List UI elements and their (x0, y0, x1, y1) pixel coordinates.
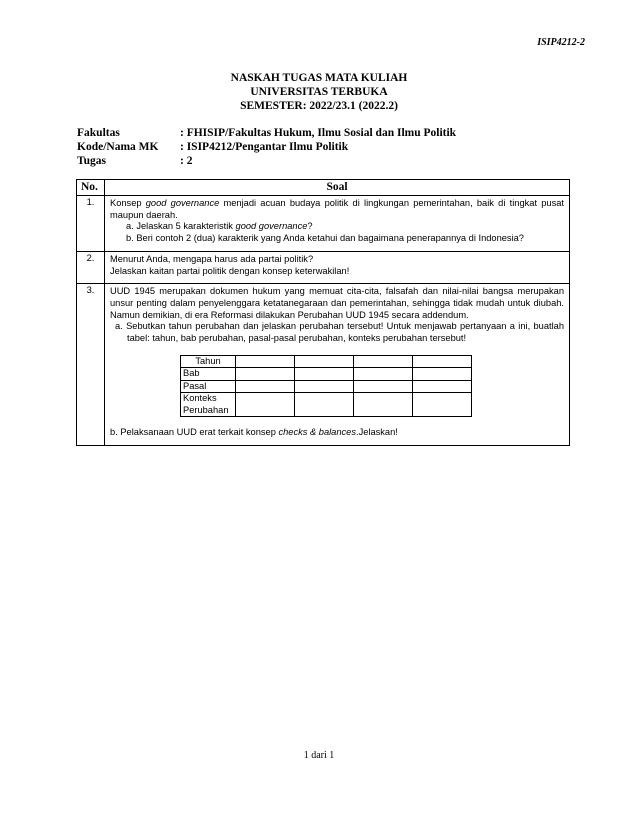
template-cell (413, 380, 472, 393)
question-row-3 (77, 284, 570, 446)
meta-key: Fakultas (77, 127, 120, 139)
column-header-no: No. (77, 180, 105, 196)
template-cell (236, 355, 295, 368)
table-header-row (77, 180, 570, 196)
question-text (105, 284, 570, 446)
question-number: 2. (77, 251, 105, 283)
question-3-intro: UUD 1945 merupakan dokumen hukum yang memuat cita-cita, falsafah dan nilai-nilai bangsa merupakan unsur penting dalam penyelenggara ketatanegaraan dan pemerintahan, sehingga tidak mudah untuk diubah. Namun demikian, di era Reformasi dilakukan Perubahan UUD 1945 secara addendum. (110, 286, 564, 320)
text-run: ? (307, 221, 313, 232)
questions-table (76, 179, 570, 446)
template-cell (354, 368, 413, 381)
question-text (105, 251, 570, 283)
question-row-1 (77, 196, 570, 252)
question-3-part-b (110, 427, 564, 439)
template-cell (295, 380, 354, 393)
text-run: .Jelaskan! (356, 427, 398, 438)
meta-value: : FHISIP/Fakultas Hukum, Ilmu Sosial dan Ilmu Politik (180, 127, 457, 139)
text-run: menjadi acuan budaya politik di lingkungan pemerintahan, baik di tingkat pusat maupun daerah. (110, 198, 564, 220)
document-code: ISIP4212-2 (537, 37, 585, 48)
template-label: Bab (181, 368, 236, 381)
heading-line-2: UNIVERSITAS TERBUKA (250, 86, 388, 98)
template-cell (236, 368, 295, 381)
template-row (181, 368, 472, 381)
question-1-part-a (110, 221, 564, 233)
question-number: 1. (77, 196, 105, 252)
course-meta (77, 126, 456, 168)
document-heading (0, 71, 638, 113)
template-cell (413, 393, 472, 417)
page-number: 1 dari 1 (303, 750, 335, 761)
template-cell (236, 393, 295, 417)
text-run: Konsep (110, 198, 146, 208)
template-label (181, 393, 236, 417)
template-label: Pasal (181, 380, 236, 393)
question-text (105, 196, 570, 252)
question-3-part-a: a. Sebutkan tahun perubahan dan jelaskan perubahan tersebut! Untuk menjawab pertanyaan a ini, buatlah tabel: tahun, bab perubahan, pasal-pasal perubahan, konteks perubahan tersebut! (115, 321, 564, 344)
template-cell (295, 393, 354, 417)
text-run: b. Pelaksanaan UUD erat terkait konsep (110, 427, 279, 438)
heading-line-1: NASKAH TUGAS MATA KULIAH (230, 72, 408, 84)
template-cell (354, 355, 413, 368)
meta-key: Kode/Nama MK (77, 141, 159, 153)
meta-value: : 2 (180, 155, 193, 167)
template-cell (413, 368, 472, 381)
template-cell (295, 368, 354, 381)
template-row (181, 355, 472, 368)
question-1-intro (110, 198, 564, 221)
question-2-line-2: Jelaskan kaitan partai politik dengan konsep keterwakilan! (110, 265, 350, 276)
emphasis-text: good governance (235, 221, 308, 232)
template-cell (236, 380, 295, 393)
template-row (181, 380, 472, 393)
question-2-line-1: Menurut Anda, mengapa harus ada partai politik? (110, 253, 314, 264)
meta-value: : ISIP4212/Pengantar Ilmu Politik (180, 141, 349, 153)
template-cell (413, 355, 472, 368)
template-cell (295, 355, 354, 368)
template-label: Tahun (181, 355, 236, 368)
template-label-line: Konteks (183, 393, 217, 404)
text-run: a. Jelaskan 5 karakteristik (126, 221, 236, 232)
question-1-part-b: b. Beri contoh 2 (dua) karakterik yang Anda ketahui dan bagaimana penerapannya di Indonesia? (126, 233, 524, 244)
column-header-soal: Soal (105, 180, 570, 196)
meta-row-fakultas (77, 126, 456, 140)
meta-row-kode-nama-mk (77, 140, 456, 154)
question-row-2 (77, 251, 570, 283)
meta-row-tugas (77, 154, 456, 168)
template-cell (354, 393, 413, 417)
meta-key: Tugas (77, 155, 106, 167)
template-label-line: Perubahan (183, 404, 229, 415)
question-number: 3. (77, 284, 105, 446)
emphasis-text: good governance (145, 198, 220, 208)
answer-template-table (180, 355, 472, 418)
template-cell (354, 380, 413, 393)
emphasis-text: checks & balances (278, 427, 356, 438)
template-row (181, 393, 472, 417)
heading-line-3: SEMESTER: 2022/23.1 (2022.2) (240, 100, 398, 112)
